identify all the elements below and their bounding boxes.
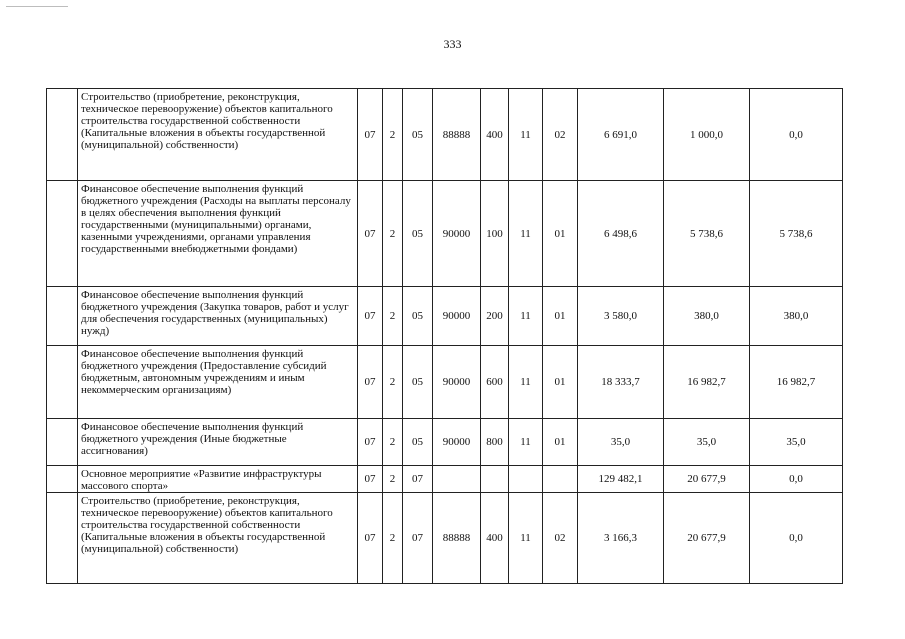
code-cell: 05	[403, 89, 433, 181]
code-cell	[509, 466, 543, 493]
row-number-cell	[47, 466, 78, 493]
row-number-cell	[47, 346, 78, 419]
code-cell: 01	[543, 346, 578, 419]
code-cell: 07	[358, 346, 383, 419]
amount-cell: 35,0	[750, 419, 843, 466]
code-cell: 2	[383, 346, 403, 419]
code-cell: 11	[509, 181, 543, 287]
code-cell: 90000	[433, 419, 481, 466]
amount-cell: 35,0	[664, 419, 750, 466]
code-cell: 2	[383, 181, 403, 287]
code-cell: 07	[358, 493, 383, 584]
amount-cell: 16 982,7	[664, 346, 750, 419]
code-cell: 05	[403, 419, 433, 466]
code-cell: 11	[509, 287, 543, 346]
table-body	[47, 89, 843, 584]
scan-edge-mark	[6, 6, 68, 7]
code-cell: 88888	[433, 89, 481, 181]
code-cell: 100	[481, 181, 509, 287]
code-cell: 90000	[433, 346, 481, 419]
code-cell: 11	[509, 419, 543, 466]
description-cell: Финансовое обеспечение выполнения функций бюджетного учреждения (Расходы на выплаты персоналу в целях обеспечения выполнения функций государственными (муниципальными) органами, казенными учреждениями, органами управления государственными внебюджетными фондами)	[78, 181, 358, 287]
table-row	[47, 346, 843, 419]
code-cell: 07	[358, 181, 383, 287]
amount-cell: 6 498,6	[578, 181, 664, 287]
row-number-cell	[47, 493, 78, 584]
code-cell: 88888	[433, 493, 481, 584]
table-row	[47, 419, 843, 466]
code-cell: 11	[509, 89, 543, 181]
amount-cell: 5 738,6	[664, 181, 750, 287]
amount-cell: 3 166,3	[578, 493, 664, 584]
code-cell: 02	[543, 493, 578, 584]
code-cell: 2	[383, 493, 403, 584]
code-cell: 11	[509, 346, 543, 419]
table-row	[47, 493, 843, 584]
code-cell: 07	[403, 466, 433, 493]
row-number-cell	[47, 287, 78, 346]
code-cell: 400	[481, 493, 509, 584]
amount-cell: 20 677,9	[664, 493, 750, 584]
table-row	[47, 181, 843, 287]
table-row	[47, 89, 843, 181]
description-cell: Строительство (приобретение, реконструкция, техническое перевооружение) объектов капитального строительства государственной собственности (Капитальные вложения в объекты государственной (муниципальной) собственности)	[78, 493, 358, 584]
description-cell: Строительство (приобретение, реконструкция, техническое перевооружение) объектов капитального строительства государственной собственности (Капитальные вложения в объекты государственной (муниципальной) собственности)	[78, 89, 358, 181]
code-cell: 01	[543, 419, 578, 466]
amount-cell: 35,0	[578, 419, 664, 466]
code-cell: 07	[403, 493, 433, 584]
code-cell	[481, 466, 509, 493]
code-cell: 07	[358, 419, 383, 466]
amount-cell: 1 000,0	[664, 89, 750, 181]
code-cell	[433, 466, 481, 493]
amount-cell: 18 333,7	[578, 346, 664, 419]
amount-cell: 0,0	[750, 89, 843, 181]
code-cell: 90000	[433, 287, 481, 346]
amount-cell: 5 738,6	[750, 181, 843, 287]
row-number-cell	[47, 89, 78, 181]
code-cell: 600	[481, 346, 509, 419]
code-cell: 07	[358, 466, 383, 493]
amount-cell: 0,0	[750, 466, 843, 493]
code-cell: 05	[403, 346, 433, 419]
amount-cell: 380,0	[750, 287, 843, 346]
code-cell: 200	[481, 287, 509, 346]
code-cell: 07	[358, 287, 383, 346]
code-cell: 2	[383, 466, 403, 493]
page-number: 333	[443, 37, 462, 51]
description-cell: Финансовое обеспечение выполнения функций бюджетного учреждения (Иные бюджетные ассигнования)	[78, 419, 358, 466]
code-cell: 01	[543, 287, 578, 346]
code-cell: 02	[543, 89, 578, 181]
amount-cell: 129 482,1	[578, 466, 664, 493]
code-cell: 800	[481, 419, 509, 466]
description-cell: Основное мероприятие «Развитие инфраструктуры массового спорта»	[78, 466, 358, 493]
amount-cell: 6 691,0	[578, 89, 664, 181]
amount-cell: 380,0	[664, 287, 750, 346]
amount-cell: 20 677,9	[664, 466, 750, 493]
code-cell: 400	[481, 89, 509, 181]
row-number-cell	[47, 419, 78, 466]
row-number-cell	[47, 181, 78, 287]
code-cell: 2	[383, 89, 403, 181]
description-cell: Финансовое обеспечение выполнения функций бюджетного учреждения (Закупка товаров, работ и услуг для обеспечения государственных (муниципальных) нужд)	[78, 287, 358, 346]
code-cell: 11	[509, 493, 543, 584]
code-cell: 2	[383, 419, 403, 466]
code-cell: 05	[403, 181, 433, 287]
amount-cell: 3 580,0	[578, 287, 664, 346]
code-cell: 05	[403, 287, 433, 346]
amount-cell: 16 982,7	[750, 346, 843, 419]
table-row	[47, 466, 843, 493]
amount-cell: 0,0	[750, 493, 843, 584]
code-cell: 90000	[433, 181, 481, 287]
table-row	[47, 287, 843, 346]
budget-table	[46, 88, 843, 584]
description-cell: Финансовое обеспечение выполнения функций бюджетного учреждения (Предоставление субсидий бюджетным, автономным учреждениям и иным некоммерческим организациям)	[78, 346, 358, 419]
code-cell: 2	[383, 287, 403, 346]
code-cell: 07	[358, 89, 383, 181]
code-cell: 01	[543, 181, 578, 287]
code-cell	[543, 466, 578, 493]
